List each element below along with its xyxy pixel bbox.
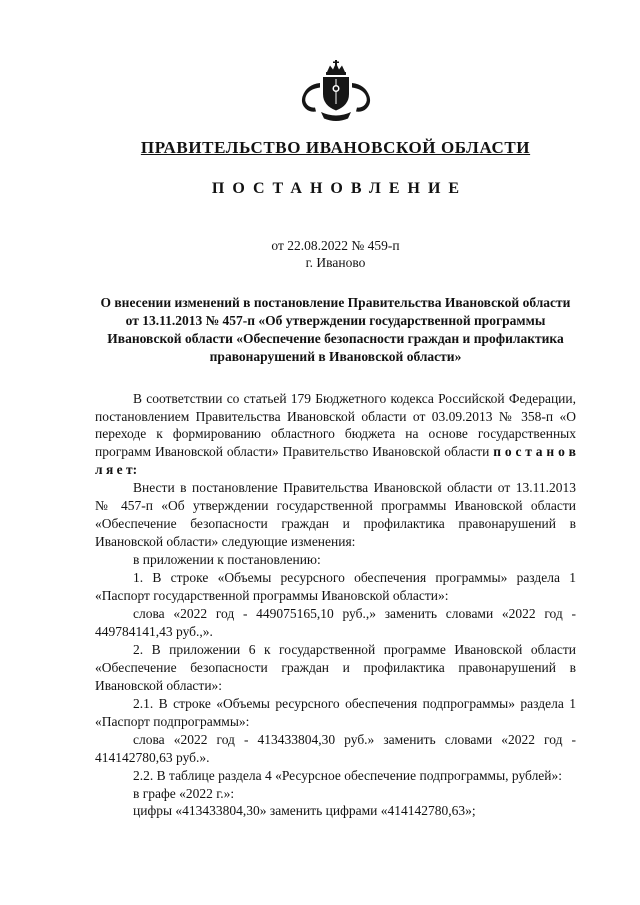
paragraph-amendment-intro: Внести в постановление Правительства Ивановской области от 13.11.2013 № 457-п «Об утверждении государственной программы Ивановской области «Обеспечение безопасности граждан и профилактика правонарушений в Ивановской области» следующие изменения: [95, 480, 576, 550]
doc-type-title: ПОСТАНОВЛЕНИЕ [211, 180, 468, 197]
document-title: О внесении изменений в постановление Правительства Ивановской области от 13.11.2013 № 457-п «Об утверждении государственной программы Ивановской области «Обеспечение безопасности граждан и профилактика правонарушений в Ивановской области» [100, 294, 571, 364]
paragraph-item-1-replacement: слова «2022 год - 449075165,10 руб.,» заменить словами «2022 год - 449784141,43 руб.,». [95, 606, 576, 639]
org-title: ПРАВИТЕЛЬСТВО ИВАНОВСКОЙ ОБЛАСТИ [140, 138, 531, 157]
city-line: г. Иваново [305, 254, 366, 270]
paragraph-preamble [95, 390, 576, 480]
paragraph-annex-ref: в приложении к постановлению: [133, 552, 321, 568]
paragraph-item-1: 1. В строке «Объемы ресурсного обеспечения программы» раздела 1 «Паспорт государственной программы Ивановской области»: [95, 570, 576, 604]
paragraph-figures-replacement: цифры «413433804,30» заменить цифрами «414142780,63»; [133, 803, 476, 819]
paragraph-item-2-1-replacement: слова «2022 год - 413433804,30 руб.» заменить словами «2022 год - 414142780,63 руб.». [95, 731, 576, 765]
paragraph-item-2: 2. В приложении 6 к государственной программе Ивановской области «Обеспечение безопасности граждан и профилактика правонарушений в Ивановской области»: [95, 641, 576, 693]
resolves-word: п о с т а н о в л я е т: [95, 444, 576, 478]
paragraph-preamble-text: В соответствии со статьей 179 Бюджетного кодекса Российской Федерации, постановлением Правительства Ивановской области от 03.09.2013 № 358-п «О переходе к формированию областного бюджета на основе государственных программ Ивановской области» Правительство Ивановской области [95, 390, 576, 460]
document-header [95, 60, 576, 272]
date-number-line: от 22.08.2022 № 459-п [271, 238, 400, 253]
paragraph-item-2-2: 2.2. В таблице раздела 4 «Ресурсное обеспечение подпрограммы, рублей»: [133, 767, 563, 783]
paragraph-item-2-1: 2.1. В строке «Объемы ресурсного обеспечения подпрограммы» раздела 1 «Паспорт подпрограммы»: [95, 695, 576, 729]
ivanovo-oblast-coat-of-arms-icon [95, 60, 576, 124]
document-body [95, 390, 576, 821]
paragraph-column-ref: в графе «2022 г.»: [133, 785, 235, 801]
